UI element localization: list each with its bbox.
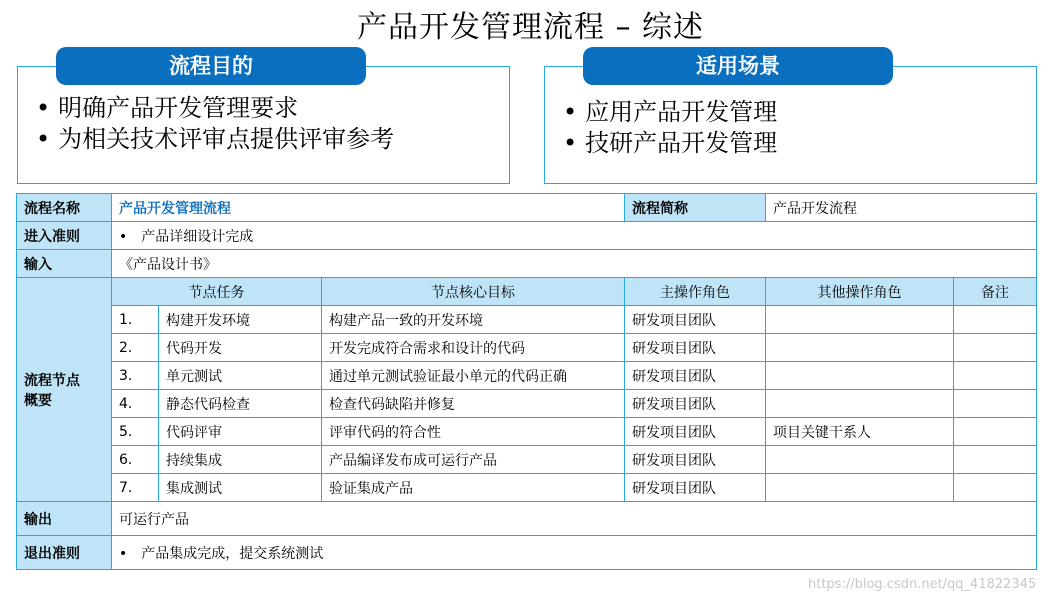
node-note (954, 418, 1037, 446)
entry-value: • 产品详细设计完成 (112, 222, 1037, 250)
watermark: https://blog.csdn.net/qq_41822345 (808, 577, 1037, 592)
node-task: 持续集成 (159, 446, 322, 474)
node-no: 1. (112, 306, 159, 334)
scope-list (563, 97, 777, 159)
node-note (954, 362, 1037, 390)
node-goal: 构建产品一致的开发环境 (322, 306, 625, 334)
purpose-item: • 明确产品开发管理要求 (36, 93, 394, 124)
scope-item: • 技研产品开发管理 (563, 128, 777, 159)
node-main-role: 研发项目团队 (625, 390, 766, 418)
purpose-list (36, 93, 394, 155)
node-note (954, 334, 1037, 362)
exit-value: • 产品集成完成，提交系统测试 (112, 536, 1037, 570)
node-goal: 产品编译发布成可运行产品 (322, 446, 625, 474)
page-title: 产品开发管理流程 – 综述 (356, 10, 705, 45)
node-no: 7. (112, 474, 159, 502)
node-note (954, 390, 1037, 418)
node-no: 2. (112, 334, 159, 362)
purpose-item: • 为相关技术评审点提供评审参考 (36, 124, 394, 155)
process-name-label: 流程名称 (17, 194, 112, 222)
node-task: 代码评审 (159, 418, 322, 446)
output-label: 输出 (17, 502, 112, 536)
node-other-role (766, 362, 954, 390)
node-other-role (766, 334, 954, 362)
node-other-role: 项目关键干系人 (766, 418, 954, 446)
node-main-role: 研发项目团队 (625, 446, 766, 474)
col-header-goal: 节点核心目标 (322, 278, 625, 306)
node-main-role: 研发项目团队 (625, 362, 766, 390)
node-main-role: 研发项目团队 (625, 306, 766, 334)
process-short-label: 流程简称 (625, 194, 766, 222)
overview-label: 流程节点 概要 (17, 278, 112, 502)
scope-item: • 应用产品开发管理 (563, 97, 777, 128)
input-label: 输入 (17, 250, 112, 278)
node-task: 代码开发 (159, 334, 322, 362)
col-header-main-role: 主操作角色 (625, 278, 766, 306)
node-main-role: 研发项目团队 (625, 474, 766, 502)
node-no: 5. (112, 418, 159, 446)
node-other-role (766, 446, 954, 474)
node-task: 静态代码检查 (159, 390, 322, 418)
node-other-role (766, 306, 954, 334)
node-main-role: 研发项目团队 (625, 418, 766, 446)
node-no: 6. (112, 446, 159, 474)
purpose-heading: 流程目的 (56, 47, 366, 85)
node-no: 4. (112, 390, 159, 418)
node-task: 构建开发环境 (159, 306, 322, 334)
entry-label: 进入准则 (17, 222, 112, 250)
col-header-note: 备注 (954, 278, 1037, 306)
node-goal: 开发完成符合需求和设计的代码 (322, 334, 625, 362)
scope-panel (544, 54, 1037, 184)
scope-heading: 适用场景 (583, 47, 893, 85)
node-goal: 评审代码的符合性 (322, 418, 625, 446)
node-no: 3. (112, 362, 159, 390)
node-other-role (766, 474, 954, 502)
process-short-value: 产品开发流程 (766, 194, 1037, 222)
node-note (954, 446, 1037, 474)
node-note (954, 306, 1037, 334)
node-goal: 检查代码缺陷并修复 (322, 390, 625, 418)
output-value: 可运行产品 (112, 502, 1037, 536)
input-value: 《产品设计书》 (112, 250, 1037, 278)
node-task: 单元测试 (159, 362, 322, 390)
col-header-other-role: 其他操作角色 (766, 278, 954, 306)
exit-label: 退出准则 (17, 536, 112, 570)
node-main-role: 研发项目团队 (625, 334, 766, 362)
process-name-value: 产品开发管理流程 (112, 194, 625, 222)
node-goal: 通过单元测试验证最小单元的代码正确 (322, 362, 625, 390)
process-table (16, 193, 1037, 570)
purpose-panel (17, 54, 510, 184)
col-header-task: 节点任务 (112, 278, 322, 306)
node-other-role (766, 390, 954, 418)
node-task: 集成测试 (159, 474, 322, 502)
node-note (954, 474, 1037, 502)
node-goal: 验证集成产品 (322, 474, 625, 502)
